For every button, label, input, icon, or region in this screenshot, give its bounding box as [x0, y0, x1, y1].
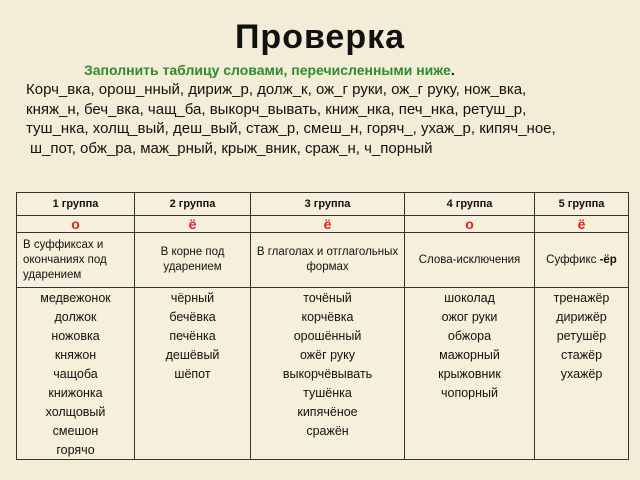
group-letter-3: ё: [251, 216, 405, 233]
table-cell: [135, 383, 251, 402]
table-cell: [135, 421, 251, 440]
table-row: [17, 288, 629, 308]
table-cell: корчёвка: [251, 307, 405, 326]
page-title: Проверка: [234, 18, 406, 56]
group-letter-1: о: [17, 216, 135, 233]
table-cell: должок: [17, 307, 135, 326]
table-cell: [405, 402, 535, 421]
table-cell: стажёр: [535, 345, 629, 364]
table-cell: [535, 402, 629, 421]
table-cell: [251, 440, 405, 460]
group-header-1: 1 группа: [17, 193, 135, 216]
table-cell: тренажёр: [535, 288, 629, 308]
group-header-5: 5 группа: [535, 193, 629, 216]
table-cell: чащоба: [17, 364, 135, 383]
group-description-1: В суффиксах и окончаниях под ударением: [17, 233, 135, 288]
table-row: [17, 345, 629, 364]
word-list-line: ш_пот, обж_ра, маж_рный, крыж_вник, сраж_н, ч_порный: [30, 139, 433, 157]
group-header-3: 3 группа: [251, 193, 405, 216]
table-header-row: [17, 193, 629, 216]
table-cell: шёпот: [135, 364, 251, 383]
table-cell: холщовый: [17, 402, 135, 421]
suffix-label: Суффикс: [546, 253, 600, 266]
word-list-line: княж_н, беч_вка, чащ_ба, выкорч_вывать, книж_нка, печ_нка, ретуш_р,: [26, 100, 527, 118]
table-cell: горячо: [17, 440, 135, 460]
instruction-text: [84, 62, 455, 78]
table-row: [17, 307, 629, 326]
table-cell: [535, 421, 629, 440]
table-cell: [135, 440, 251, 460]
table-cell: ожёг руку: [251, 345, 405, 364]
group-letter-5: ё: [535, 216, 629, 233]
table-cell: выкорчёвывать: [251, 364, 405, 383]
group-description-2: В корне под ударением: [135, 233, 251, 288]
table-row: [17, 402, 629, 421]
word-list-line: Корч_вка, орош_нный, дириж_р, долж_к, ож_г руки, ож_г руку, нож_вка,: [26, 81, 527, 98]
table-cell: [405, 421, 535, 440]
table-cell: медвежонок: [17, 288, 135, 308]
table-letter-row: [17, 216, 629, 233]
table-cell: тушёнка: [251, 383, 405, 402]
table-row: [17, 421, 629, 440]
group-description-4: Слова-исключения: [405, 233, 535, 288]
table-cell: книжонка: [17, 383, 135, 402]
table-cell: сражён: [251, 421, 405, 440]
group-description-5: [535, 233, 629, 288]
table-row: [17, 364, 629, 383]
suffix-bold: -ёр: [599, 253, 617, 266]
table-cell: ухажёр: [535, 364, 629, 383]
group-letter-4: о: [405, 216, 535, 233]
table-cell: смешон: [17, 421, 135, 440]
table-cell: княжон: [17, 345, 135, 364]
group-letter-2: ё: [135, 216, 251, 233]
table-cell: точёный: [251, 288, 405, 308]
table-cell: чопорный: [405, 383, 535, 402]
table-cell: чёрный: [135, 288, 251, 308]
table-cell: обжора: [405, 326, 535, 345]
table-cell: крыжовник: [405, 364, 535, 383]
table-cell: дешёвый: [135, 345, 251, 364]
groups-table: [16, 192, 629, 460]
table-cell: кипячёное: [251, 402, 405, 421]
table-cell: орошённый: [251, 326, 405, 345]
table-cell: ожог руки: [405, 307, 535, 326]
instruction-period: .: [450, 62, 455, 78]
table-row: [17, 326, 629, 345]
table-row: [17, 383, 629, 402]
table-cell: бечёвка: [135, 307, 251, 326]
table-cell: [535, 383, 629, 402]
table-description-row: [17, 233, 629, 288]
table-cell: [135, 402, 251, 421]
table-cell: дирижёр: [535, 307, 629, 326]
table-cell: печёнка: [135, 326, 251, 345]
table-row: [17, 440, 629, 460]
table-cell: [535, 440, 629, 460]
table-cell: ножовка: [17, 326, 135, 345]
word-list: [26, 80, 626, 158]
table-cell: [405, 440, 535, 460]
table-cell: мажорный: [405, 345, 535, 364]
table-cell: шоколад: [405, 288, 535, 308]
group-header-2: 2 группа: [135, 193, 251, 216]
group-description-3: В глаголах и отглагольных формах: [251, 233, 405, 288]
group-header-4: 4 группа: [405, 193, 535, 216]
word-list-line: туш_нка, холщ_вый, деш_вый, стаж_р, смеш_н, горяч_, ухаж_р, кипяч_ное,: [26, 120, 556, 137]
table-cell: ретушёр: [535, 326, 629, 345]
instruction-label: Заполнить таблицу словами, перечисленными ниже: [84, 62, 451, 78]
